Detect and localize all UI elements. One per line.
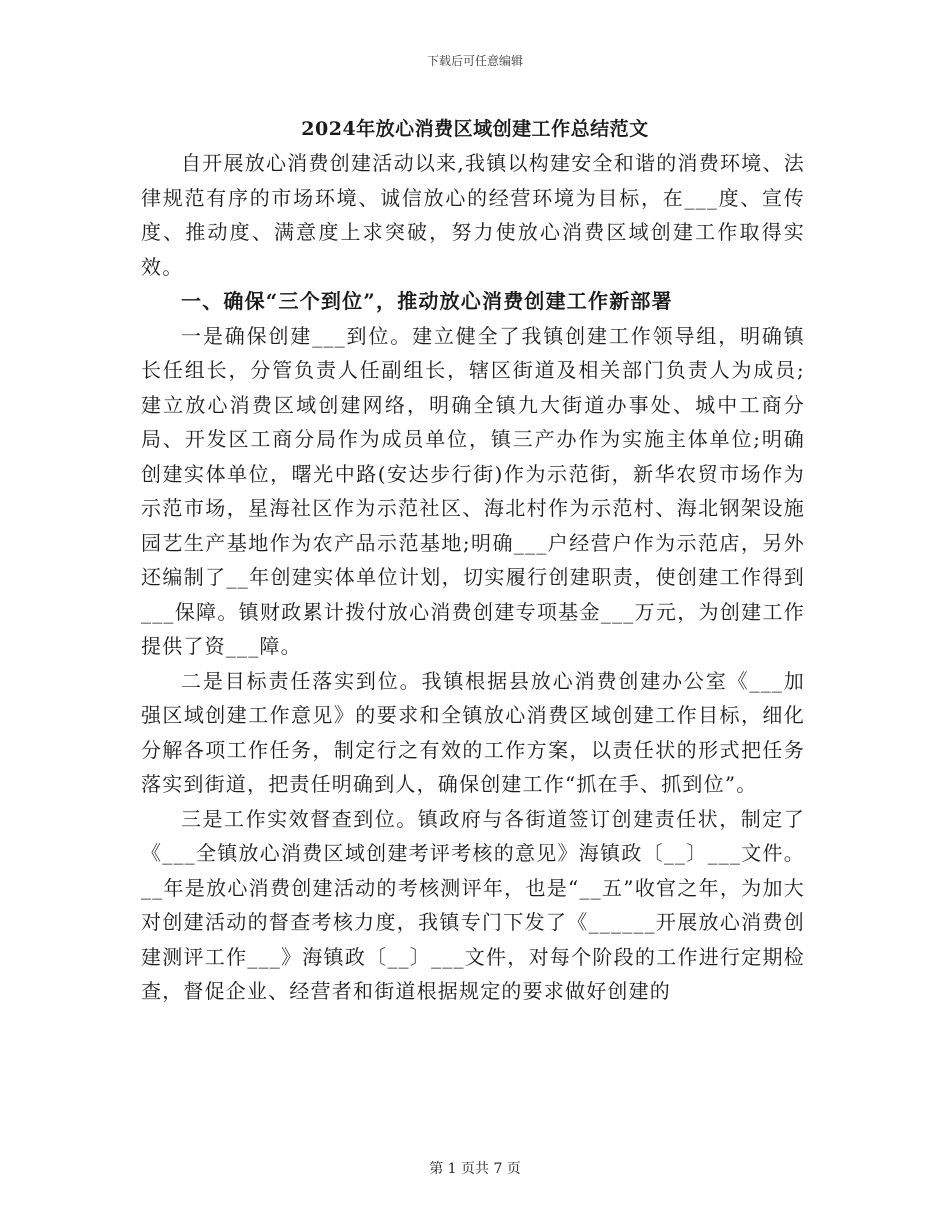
- document-title: 2024年放心消费区域创建工作总结范文: [301, 118, 649, 140]
- intro-paragraph: 自开展放心消费创建活动以来,我镇以构建安全和谐的消费环境、法律规范有序的市场环境、诚信放心的经营环境为目标，在___度、宣传度、推动度、满意度上求突破，努力使放心消费区域创建工作取得实效。: [141, 151, 805, 279]
- paragraph-2: 二是目标责任落实到位。我镇根据县放心消费创建办公室《___加强区域创建工作意见》的要求和全镇放心消费区域创建工作目标，细化分解各项工作任务，制定行之有效的工作方案，以责任状的形式把任务落实到街道，把责任明确到人，确保创建工作“抓在手、抓到位”。: [141, 668, 805, 796]
- document-body: [141, 146, 805, 1009]
- paragraph-1: 一是确保创建___到位。建立健全了我镇创建工作领导组，明确镇长任组长，分管负责人任副组长，辖区街道及相关部门负责人为成员;建立放心消费区域创建网络，明确全镇九大街道办事处、城中工商分局、开发区工商分局作为成员单位，镇三产办作为实施主体单位;明确创建实体单位，曙光中路(安达步行街)作为示范街，新华农贸市场作为示范市场，星海社区作为示范社区、海北村作为示范村、海北钢架设施园艺生产基地作为农产品示范基地;明确___户经营户作为示范店，另外还编制了__年创建实体单位计划，切实履行创建职责，使创建工作得到___保障。镇财政累计拨付放心消费创建专项基金___万元，为创建工作提供了资___障。: [141, 323, 805, 658]
- header-note: 下载后可任意编辑: [426, 54, 523, 68]
- paragraph-3: 三是工作实效督查到位。镇政府与各街道签订创建责任状，制定了《___全镇放心消费区域创建考评考核的意见》海镇政〔__〕___文件。__年是放心消费创建活动的考核测评年，也是“__五”收官之年，为加大对创建活动的督查考核力度，我镇专门下发了《______开展放心消费创建测评工作___》海镇政〔__〕___文件，对每个阶段的工作进行定期检查，督促企业、经营者和街道根据规定的要求做好创建的: [141, 806, 805, 1003]
- page-number: 第 1 页共 7 页: [429, 1161, 521, 1177]
- section-heading: 一、确保“三个到位”，推动放心消费创建工作新部署: [181, 289, 673, 313]
